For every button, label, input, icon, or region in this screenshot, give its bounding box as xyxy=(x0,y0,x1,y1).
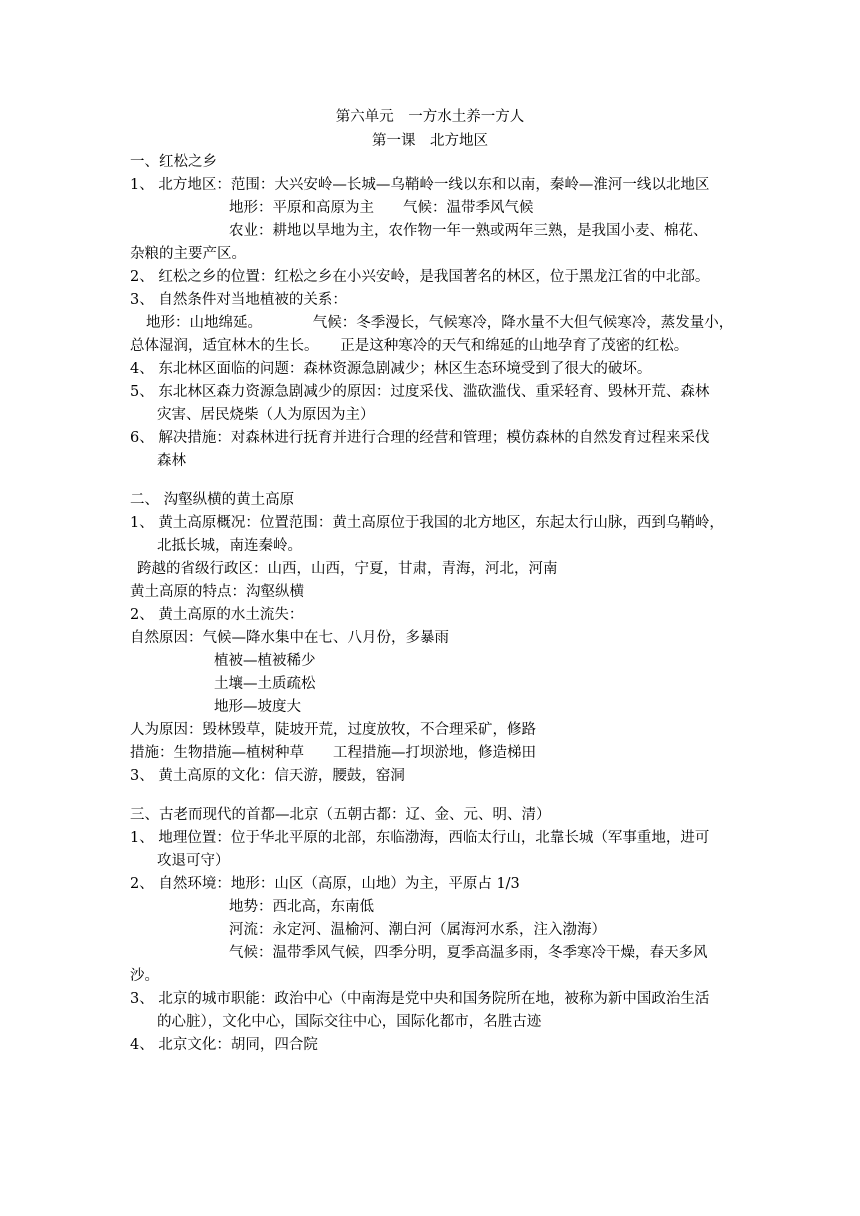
section1-heading: 一、红松之乡 xyxy=(130,154,217,170)
section3-line: 沙。 xyxy=(130,968,159,984)
lesson-subtitle: 第一课 北方地区 xyxy=(372,133,488,149)
section3-line: 河流：永定河、温榆河、潮白河（属海河水系，注入渤海） xyxy=(229,922,606,938)
section2-line: 植被—植被稀少 xyxy=(214,653,316,669)
section2-line: 2、 黄土高原的水土流失： xyxy=(130,607,304,623)
section2-line: 黄土高原的特点：沟壑纵横 xyxy=(130,584,304,600)
section2-line: 人为原因：毁林毁草，陡坡开荒，过度放牧，不合理采矿，修路 xyxy=(130,722,536,738)
section1-line: 地形：山地绵延。 气候：冬季漫长，气候寒冷，降水量不大但气候寒冷，蒸发量小， xyxy=(146,315,734,331)
section2-line: 跨越的省级行政区：山西，山西，宁夏，甘肃，青海，河北，河南 xyxy=(137,561,558,577)
section2-line: 自然原因：气候—降水集中在七、八月份，多暴雨 xyxy=(130,630,449,646)
section1-line: 杂粮的主要产区。 xyxy=(130,246,246,262)
section1-line: 总体湿润，适宜林木的生长。 正是这种寒冷的天气和绵延的山地孕育了茂密的红松。 xyxy=(130,338,689,354)
section2-line: 土壤—土质疏松 xyxy=(214,676,316,692)
section3-line: 4、 北京文化：胡同，四合院 xyxy=(130,1037,318,1053)
section3-line: 气候：温带季风气候，四季分明，夏季高温多雨，冬季寒冷干燥，春天多风 xyxy=(229,945,708,961)
section3-line: 攻退可守） xyxy=(157,853,230,869)
section2-heading: 二、 沟壑纵横的黄土高原 xyxy=(130,492,295,508)
section2-line: 1、 黄土高原概况：位置范围：黄土高原位于我国的北方地区，东起太行山脉，西到乌鞘岭， xyxy=(130,515,724,531)
section3-line: 的心脏），文化中心，国际交往中心，国际化都市，名胜古迹 xyxy=(157,1014,542,1030)
section2-line: 北抵长城，南连秦岭。 xyxy=(157,538,302,554)
section1-line: 6、 解决措施：对森林进行抚育并进行合理的经营和管理；模仿森林的自然发育过程来采伐 xyxy=(130,430,710,446)
document-title: 第六单元 一方水土养一方人 xyxy=(335,109,525,125)
section3-heading: 三、古老而现代的首都—北京（五朝古都：辽、金、元、明、清） xyxy=(130,807,551,823)
section1-line: 农业：耕地以旱地为主，农作物一年一熟或两年三熟，是我国小麦、棉花、 xyxy=(229,223,708,239)
section1-line: 灾害、居民烧柴（人为原因为主） xyxy=(157,407,375,423)
section3-line: 1、 地理位置：位于华北平原的北部，东临渤海，西临太行山，北靠长城（军事重地，进可 xyxy=(130,830,710,846)
section1-line: 1、 北方地区：范围：大兴安岭—长城—乌鞘岭一线以东和以南，秦岭—淮河一线以北地区 xyxy=(130,177,710,193)
section3-line: 3、 北京的城市职能：政治中心（中南海是党中央和国务院所在地，被称为新中国政治生活 xyxy=(130,991,710,1007)
section1-line: 3、 自然条件对当地植被的关系： xyxy=(130,292,347,308)
section1-line: 5、 东北林区森力资源急剧减少的原因：过度采伐、滥砍滥伐、重采轻育、毁林开荒、森林 xyxy=(130,384,710,400)
section2-line: 3、 黄土高原的文化：信天游，腰鼓，窑洞 xyxy=(130,768,405,784)
section2-line: 地形—坡度大 xyxy=(214,699,301,715)
section1-line: 4、 东北林区面临的问题：森林资源急剧减少；林区生态环境受到了很大的破坏。 xyxy=(130,361,652,377)
section3-line: 2、 自然环境：地形：山区（高原，山地）为主，平原占 1/3 xyxy=(130,876,520,892)
section1-line: 地形：平原和高原为主 气候：温带季风气候 xyxy=(229,200,534,216)
section1-line: 森林 xyxy=(157,453,186,469)
section3-line: 地势：西北高，东南低 xyxy=(229,899,374,915)
section2-line: 措施：生物措施—植树种草 工程措施—打坝淤地，修造梯田 xyxy=(130,745,536,761)
section1-line: 2、 红松之乡的位置：红松之乡在小兴安岭，是我国著名的林区，位于黑龙江省的中北部。 xyxy=(130,269,710,285)
